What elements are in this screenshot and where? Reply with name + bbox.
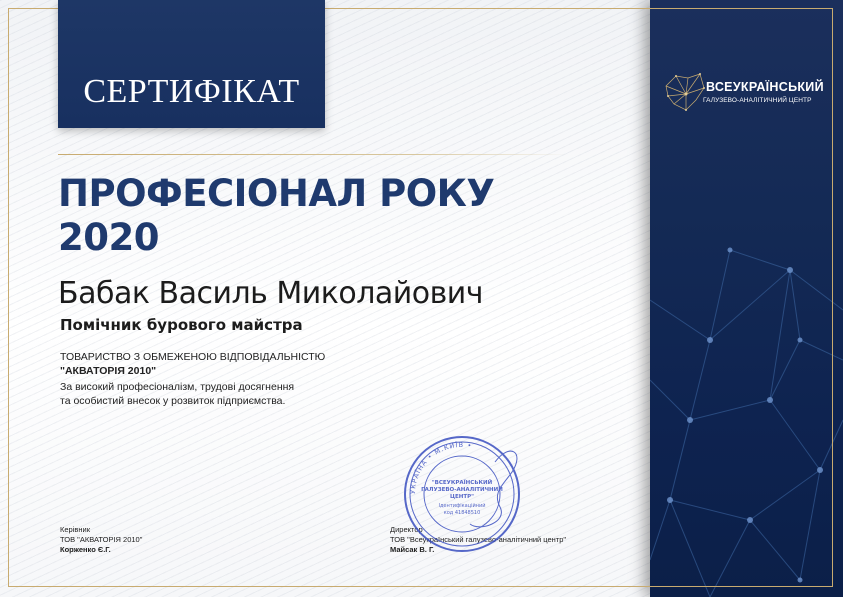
logo-title: ВСЕУКРАЇНСЬКИЙ bbox=[706, 80, 824, 94]
signature-left bbox=[60, 525, 142, 555]
stamp-outer-text: УКРАЇНА • М.КИЇВ • bbox=[408, 440, 473, 495]
organization bbox=[60, 350, 325, 378]
certificate-title: СЕРТИФІКАТ bbox=[83, 73, 300, 110]
signature-right-org: ТОВ "Всеукраїнський галузево-аналітичний центр" bbox=[390, 535, 567, 544]
organization-line1: ТОВАРИСТВО З ОБМЕЖЕНОЮ ВІДПОВІДАЛЬНІСТЮ bbox=[60, 351, 326, 363]
signature-right-name: Майсак В. Г. bbox=[390, 545, 435, 554]
logo-subtitle: ГАЛУЗЕВО-АНАЛІТИЧНИЙ ЦЕНТР bbox=[703, 97, 812, 104]
signature-right-role: Директор bbox=[390, 525, 423, 534]
gold-divider bbox=[58, 154, 568, 155]
stamp-center-line2: ГАЛУЗЕВО-АНАЛІТИЧНИЙ bbox=[421, 487, 503, 493]
recipient-name: Бабак Василь Миколайович bbox=[58, 276, 484, 311]
signature-left-role: Керівник bbox=[60, 525, 90, 534]
award-year: 2020 bbox=[58, 216, 159, 259]
official-stamp bbox=[400, 432, 530, 557]
title-banner bbox=[58, 0, 325, 128]
stamp-center-line4: Ідентифікаційний bbox=[438, 503, 486, 509]
stamp-center-line1: "ВСЕУКРАЇНСЬКИЙ bbox=[431, 480, 493, 486]
signature-left-org: ТОВ "АКВАТОРІЯ 2010" bbox=[60, 535, 143, 544]
award-title-line1: ПРОФЕСІОНАЛ РОКУ bbox=[58, 172, 495, 215]
recipient-position: Помічник бурового майстра bbox=[60, 316, 303, 334]
reason-line2: та особистий внесок у розвиток підприємства. bbox=[60, 395, 286, 407]
stamp-center-line3: ЦЕНТР" bbox=[449, 494, 475, 500]
reason-line1: За високий професіоналізм, трудові досягнення bbox=[60, 381, 295, 393]
award-title bbox=[58, 172, 618, 260]
organization-line2: "АКВАТОРІЯ 2010" bbox=[60, 365, 157, 377]
signature-left-name: Корженко Є.Г. bbox=[60, 545, 111, 554]
award-reason bbox=[60, 380, 294, 408]
ukraine-map-logo-icon bbox=[662, 66, 706, 118]
stamp-center-line5: код 41848510 bbox=[443, 510, 481, 516]
